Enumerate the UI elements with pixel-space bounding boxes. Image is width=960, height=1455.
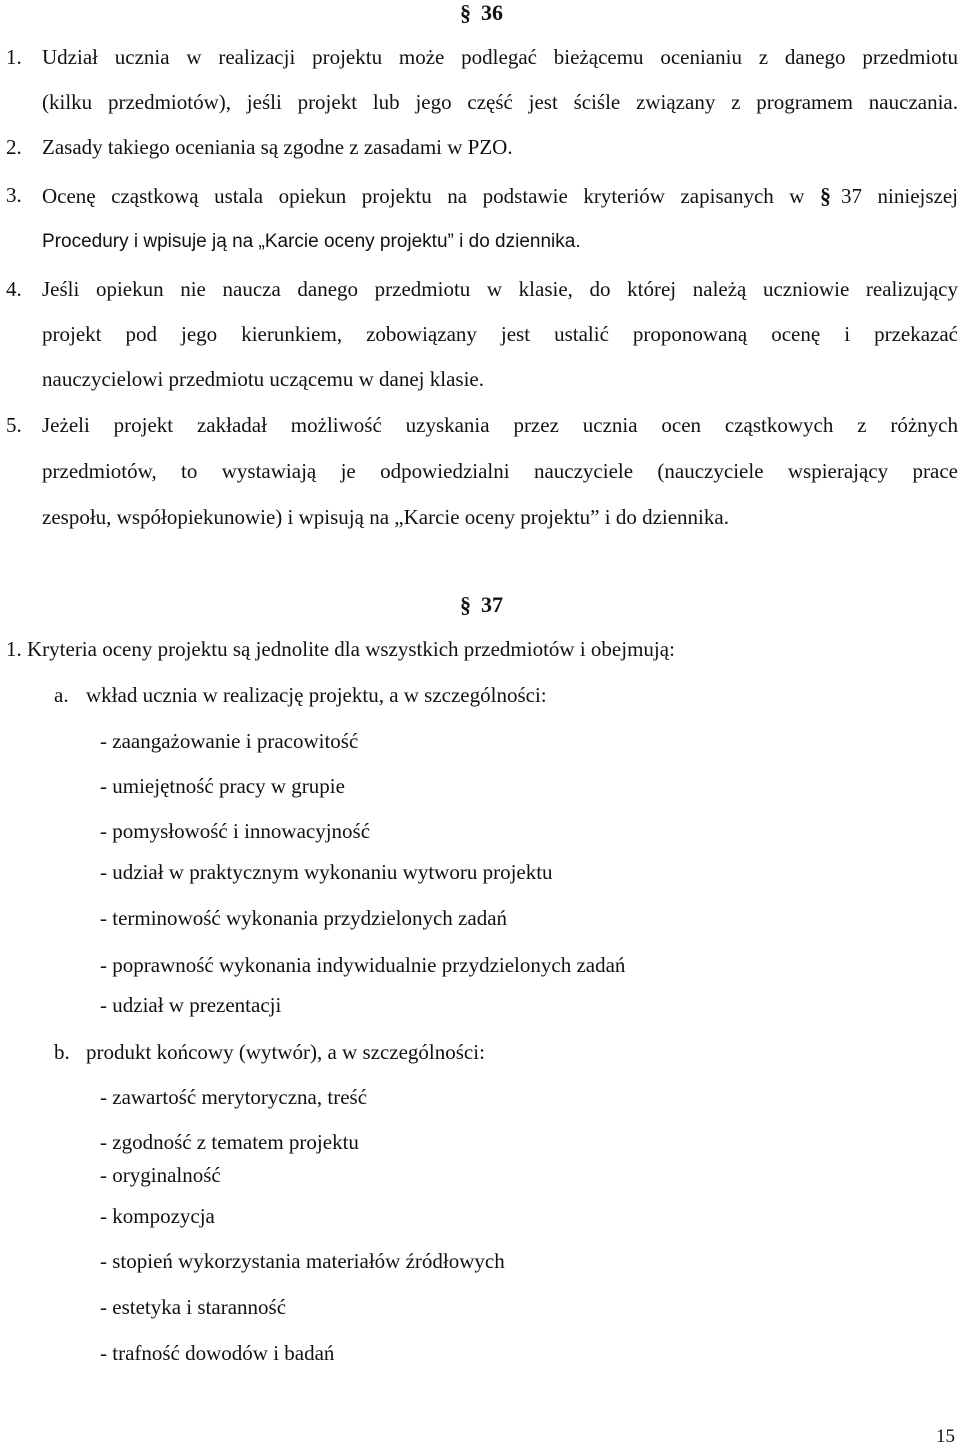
group-title: wkład ucznia w realizację projektu, a w szczególności:: [86, 683, 547, 707]
item-number: 4.: [6, 277, 22, 301]
paragraph-line: Procedury i wpisuje ją na „Karcie oceny projektu” i do dziennika.: [42, 231, 581, 252]
paragraph-line: przedmiotów, to wystawiają je odpowiedzialni nauczyciele (nauczyciele wspierający prace: [42, 459, 958, 483]
paragraph-line: zespołu, współopiekunowie) i wpisują na „Karcie oceny projektu” i do dziennika.: [42, 505, 729, 529]
list-item: - umiejętność pracy w grupie: [100, 774, 345, 798]
paragraph-line: Zasady takiego oceniania są zgodne z zasadami w PZO.: [42, 135, 513, 159]
group-letter: a.: [54, 683, 69, 707]
section-36-heading: [460, 2, 503, 24]
section-symbol: §: [460, 0, 471, 25]
paragraph-line: Udział ucznia w realizacji projektu może podlegać bieżącemu ocenianiu z danego przedmiotu: [42, 45, 958, 69]
list-item: - oryginalność: [100, 1163, 221, 1187]
section-symbol: §: [460, 592, 471, 617]
paragraph-line: projekt pod jego kierunkiem, zobowiązany jest ustalić proponowaną ocenę i przekazać: [42, 322, 958, 346]
list-item: - poprawność wykonania indywidualnie przydzielonych zadań: [100, 953, 626, 977]
list-item: - kompozycja: [100, 1204, 215, 1228]
list-item: - udział w prezentacji: [100, 993, 282, 1017]
list-item: - zawartość merytoryczna, treść: [100, 1085, 368, 1109]
item-number: 2.: [6, 135, 22, 159]
paragraph-line: Jeśli opiekun nie naucza danego przedmiotu w klasie, do której należą uczniowie realizujący: [42, 277, 958, 301]
paragraph-line: [42, 185, 958, 207]
page-number: 15: [936, 1426, 955, 1447]
list-item: - stopień wykorzystania materiałów źródłowych: [100, 1249, 505, 1273]
section-symbol: §: [820, 183, 831, 208]
list-item: - udział w praktycznym wykonaniu wytworu projektu: [100, 860, 553, 884]
line-text: 37 niniejszej: [841, 184, 958, 208]
item-number: 5.: [6, 413, 22, 437]
section-number: 36: [481, 0, 503, 25]
paragraph-line: Jeżeli projekt zakładał możliwość uzyskania przez ucznia ocen cząstkowych z różnych: [42, 413, 958, 437]
list-item: - pomysłowość i innowacyjność: [100, 819, 371, 843]
section-37-heading: [460, 594, 503, 616]
list-item: - estetyka i staranność: [100, 1295, 287, 1319]
criteria-intro: 1. Kryteria oceny projektu są jednolite dla wszystkich przedmiotów i obejmują:: [6, 637, 675, 661]
group-title: produkt końcowy (wytwór), a w szczególności:: [86, 1040, 485, 1064]
item-number: 3.: [6, 183, 22, 207]
paragraph-line: (kilku przedmiotów), jeśli projekt lub jego część jest ściśle związany z programem nauczania.: [42, 90, 958, 114]
paragraph-line: nauczycielowi przedmiotu uczącemu w danej klasie.: [42, 367, 484, 391]
list-item: - zaangażowanie i pracowitość: [100, 729, 359, 753]
item-number: 1.: [6, 45, 22, 69]
line-text: Ocenę cząstkową ustala opiekun projektu na podstawie kryteriów zapisanych w: [42, 184, 805, 208]
section-number: 37: [481, 592, 503, 617]
list-item: - zgodność z tematem projektu: [100, 1130, 359, 1154]
list-item: - trafność dowodów i badań: [100, 1341, 335, 1365]
group-letter: b.: [54, 1040, 70, 1064]
list-item: - terminowość wykonania przydzielonych zadań: [100, 906, 508, 930]
